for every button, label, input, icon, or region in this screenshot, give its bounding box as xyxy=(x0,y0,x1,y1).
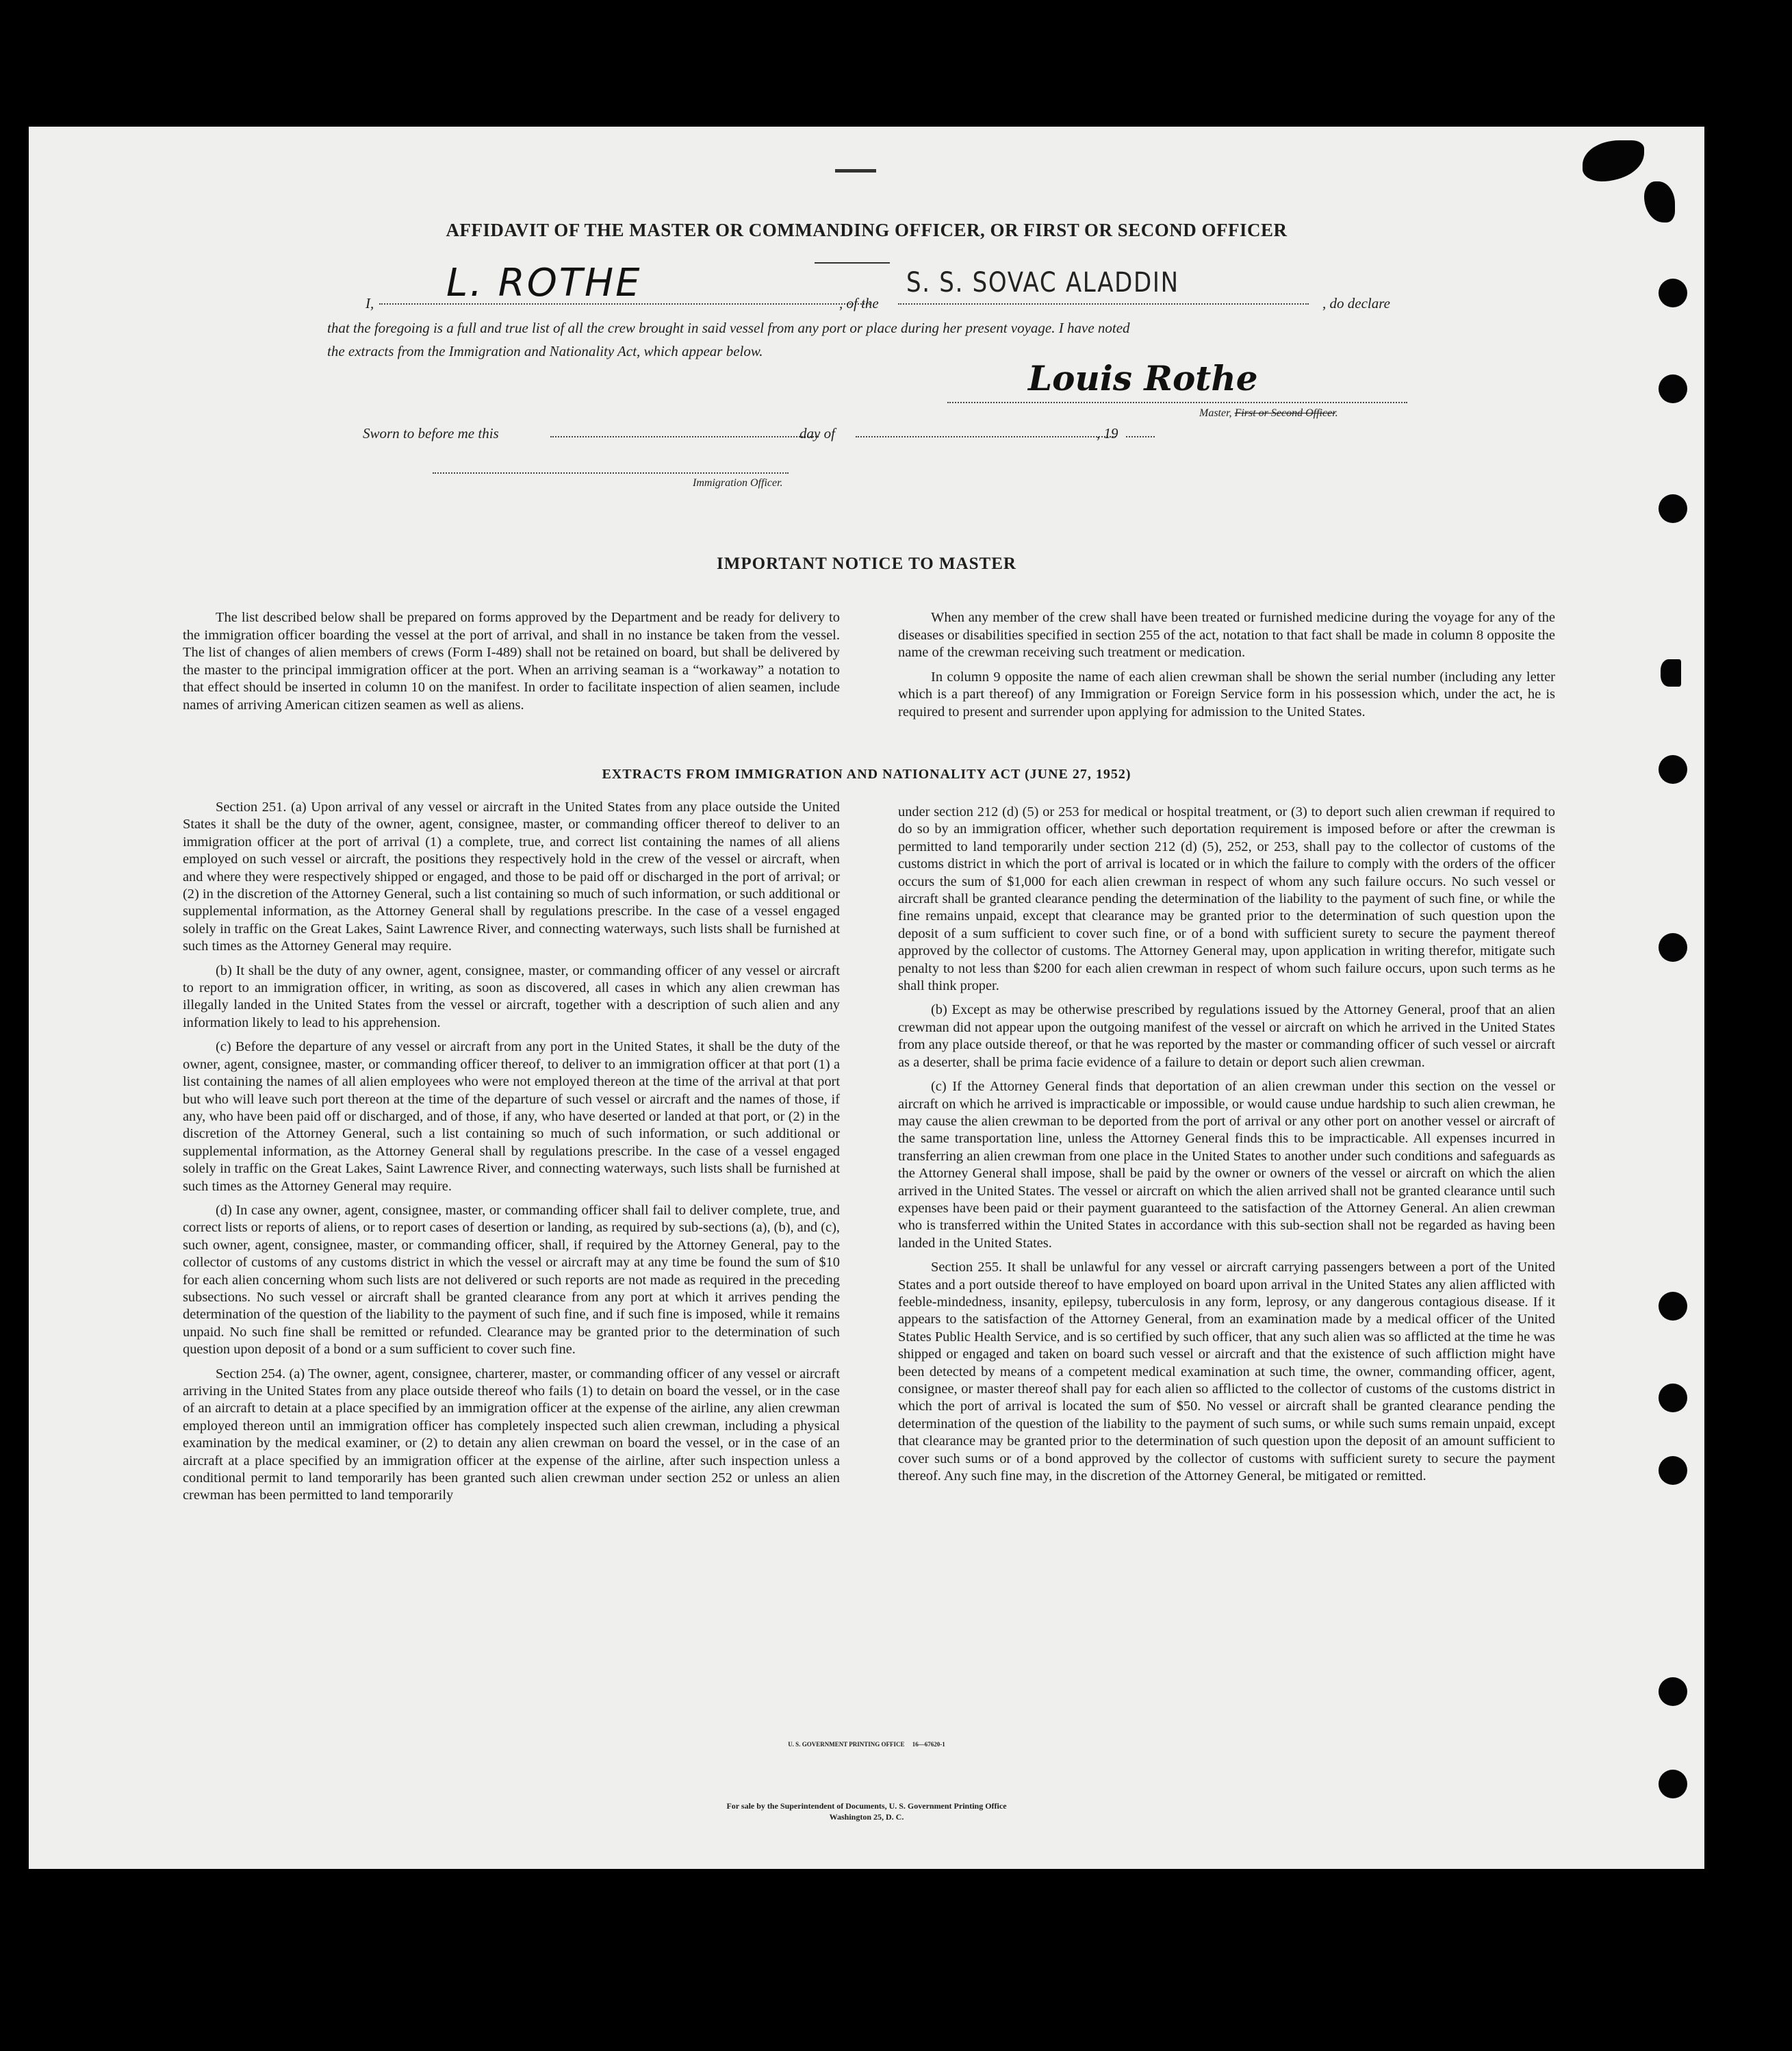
notice-paragraph: The list described below shall be prepared on forms approved by the Department and be ready for delivery to the immigration officer boarding the vessel at the port of arrival, and shall in no instance be taken from the vessel. The list of changes of alien members of crews (Form I-489) shall not be retained on board, but shall be delivered by the master to the principal immigration officer at the port. When an arriving seaman is a “workaway” a notation to that effect should be inserted in column 10 on the manifest. In order to facilitate inspection of alien seamen, include names of arriving American citizen seamen as well as aliens. xyxy=(183,610,840,713)
month-line xyxy=(856,436,1116,437)
notice-right-column xyxy=(898,609,1555,728)
affidavit-title: AFFIDAVIT OF THE MASTER OR COMMANDING OFFICER, OR FIRST OR SECOND OFFICER xyxy=(446,220,1288,240)
year-label: , 19 xyxy=(1097,425,1118,442)
section-254c: (c) If the Attorney General finds that deportation of an alien crewman under this section on the vessel or aircraft on which he arrived is impracticable or impossible, or would cause undue hardship to such alien crewman, he may cause the alien crewman to be deported from the port of arrival or any other port on another vessel or aircraft of the same transportation line, unless the Attorney General finds this to be impracticable. All expenses incurred in transferring an alien crewman from one place in the United States to another under such conditions and safeguards as the Attorney General shall impose, shall be paid by the owner or owners of the vessel or aircraft on which the alien arrived in the United States. The vessel or aircraft on which the alien arrived shall not be granted clearance until such expenses have been paid or their payment guaranteed to the satisfaction of the Attorney General. An alien crewman who is transferred within the United States in accordance with this sub-section shall not be regarded as having been landed in the United States. xyxy=(898,1079,1555,1251)
notice-paragraph: In column 9 opposite the name of each alien crewman shall be shown the serial number (including any letter which is a part thereof) of any Immigration or Foreign Service form in his possession which, under the act, he is required to present and surrender upon applying for admission to the United States. xyxy=(898,669,1555,719)
year-line xyxy=(1126,436,1155,437)
printing-office-line: U. S. GOVERNMENT PRINTING OFFICE 16—67620-1 xyxy=(788,1741,945,1748)
title-rule xyxy=(815,262,890,264)
signature-line xyxy=(947,402,1407,403)
extracts-title: EXTRACTS FROM IMMIGRATION AND NATIONALITY ACT (JUNE 27, 1952) xyxy=(602,767,1131,782)
section-254b: (b) Except as may be otherwise prescribed by regulations issued by the Attorney General, proof that an alien crewman did not appear upon the outgoing manifest of the vessel or aircraft on which he arrived in the United States from any place outside thereof, or that he was reported by the master or commanding officer of such vessel or aircraft as a deserter, shall be prima facie evidence of a failure to detain or deport such alien crewman. xyxy=(898,1002,1555,1070)
sworn-date-line xyxy=(550,436,819,437)
punch-hole xyxy=(1659,1456,1687,1485)
immigration-officer-label: Immigration Officer. xyxy=(693,477,783,489)
do-declare-label: , do declare xyxy=(1322,295,1390,311)
master-name-handwritten: L. ROTHE xyxy=(446,261,642,305)
section-251b: (b) It shall be the duty of any owner, agent, consignee, master, or commanding officer of any vessel or aircraft to report to an immigration officer, in writing, as soon as discovered, all cases in which any alien crewman has illegally landed in the United States from the vessel or aircraft, together with a description of such alien and any information likely to lead to his apprehension. xyxy=(183,963,840,1030)
section-254a-continued: under section 212 (d) (5) or 253 for medical or hospital treatment, or (3) to deport such alien crewman if required to do so by an immigration officer, whether such deportation requirement is imposed before or after the crewman is permitted to land temporarily under section 212 (d) (5), 252, or 253, shall pay to the collector of customs of the customs district in which the port of arrival is located or in which the failure to comply with the orders of the officer occurs the sum of $1,000 for each alien crewman in respect of whom any such failure occurs. No such vessel or aircraft shall be granted clearance pending the determination of the liability to the payment of such fine, or while the fine remains unpaid, except that clearance may be granted prior to the determination of such question upon the deposit of a sum sufficient to cover such fine, or of a bond with sufficient surety to secure the payment thereof approved by the collector of customs. The Attorney General may, upon application in writing therefor, mitigate such penalty to not less than $200 for each alien crewman in respect of whom such failure occurs, upon such terms as he shall think proper. xyxy=(898,804,1555,994)
signature-caption: Master, First or Second Officer. xyxy=(1199,407,1338,419)
struck-officer-label: First or Second Officer xyxy=(1234,407,1335,419)
master-label: Master, xyxy=(1199,407,1232,419)
i-label: I, xyxy=(366,295,374,311)
punch-hole xyxy=(1659,1770,1687,1798)
statement-line-2: the extracts from the Immigration and Nationality Act, which appear below. xyxy=(327,343,763,359)
of-the-label: , of the xyxy=(839,295,879,311)
immigration-officer-line xyxy=(433,472,789,474)
torn-corner xyxy=(1583,140,1644,181)
sale-line-2: Washington 25, D. C. xyxy=(829,1812,904,1822)
extracts-left-column xyxy=(183,799,840,1512)
top-mark xyxy=(835,169,876,173)
notice-paragraph: When any member of the crew shall have been treated or furnished medicine during the voyage for any of the diseases or disabilities specified in section 255 of the act, notation to that fact shall be made in column 8 opposite the name of the crewman receiving such treatment or medication. xyxy=(898,610,1555,660)
section-251d: (d) In case any owner, agent, consignee, master, or commanding officer shall fail to deliver complete, true, and correct lists or reports of aliens, or to report cases of desertion or landing, as required by sub-sections (a), (b), and (c), such owner, agent, consignee, master, or commanding officer, shall, if required by the Attorney General, pay to the collector of customs of any customs district in which the vessel or aircraft may at any time be found the sum of $10 for each alien concerning whom such lists are not delivered or such reports are not made as required in the preceding subsections. No such vessel or aircraft shall be granted clearance from any port at which it arrives pending the determination of the question of the liability to the payment of such fine, and if such fine is imposed, while it remains unpaid. No such fine shall be remitted or refunded. Clearance may be granted prior to the determination of such question upon deposit of a bond or a sum sufficient to cover such fine. xyxy=(183,1202,840,1358)
punch-hole xyxy=(1661,659,1681,687)
extracts-right-column xyxy=(898,804,1555,1492)
torn-corner xyxy=(1644,181,1675,222)
section-251a: Section 251. (a) Upon arrival of any vessel or aircraft in the United States from any place outside the United States it shall be the duty of the owner, agent, consignee, master, or commanding officer thereof to deliver to an immigration officer at the port of arrival (1) a complete, true, and correct list containing the names of all aliens employed on such vessel or aircraft, the positions they respectively hold in the crew of the vessel or aircraft, when and where they were respectively shipped or engaged, and those to be paid off or discharged in the port of arrival; or (2) in the discretion of the Attorney General, such a list containing so much of such information, or such additional or supplemental information, as the Attorney General shall by regulations prescribe. In the case of a vessel engaged solely in traffic on the Great Lakes, Saint Lawrence River, and connecting waterways, such lists shall be furnished at such times as the Attorney General may require. xyxy=(183,800,840,954)
day-of-label: day of xyxy=(799,425,835,442)
notice-left-column xyxy=(183,609,840,721)
vessel-name-stamp: S. S. SOVAC ALADDIN xyxy=(906,267,1179,298)
punch-hole xyxy=(1659,1292,1687,1321)
section-255: Section 255. It shall be unlawful for any vessel or aircraft carrying passengers between a port of the United States and a port outside thereof to have employed on board upon arrival in the United States any alien afflicted with feeble-mindedness, insanity, epilepsy, tuberculosis in any form, leprosy, or any dangerous contagious disease. If it appears to the satisfaction of the Attorney General, from an examination made by a medical officer of the United States Public Health Service, and is so certified by such officer, that any such alien was so afflicted at the time he was shipped or engaged and taken on board such vessel or aircraft and that the existence of such affliction might have been detected by means of a competent medical examination at such time, the owner, commanding officer, agent, consignee, or master thereof shall pay for each alien so afflicted to the collector of customs of the customs district in which the port of arrival is located the sum of $50. No vessel or aircraft shall be granted clearance pending the determination of the question of the liability to the payment of such sums, or while such sums remain unpaid, except that clearance may be granted prior to the determination of such question upon the deposit of an amount sufficient to cover such sums or of a bond approved by the collector of customs with sufficient surety to secure the payment thereof. Any such fine may, in the discretion of the Attorney General, be mitigated or remitted. xyxy=(898,1260,1555,1484)
punch-hole xyxy=(1659,494,1687,523)
punch-hole xyxy=(1659,1677,1687,1706)
punch-hole xyxy=(1659,374,1687,403)
vessel-line xyxy=(898,303,1309,305)
form-page xyxy=(29,127,1704,1869)
notice-title: IMPORTANT NOTICE TO MASTER xyxy=(717,555,1016,573)
sworn-label: Sworn to before me this xyxy=(363,425,499,442)
sale-line-1: For sale by the Superintendent of Documents, U. S. Government Printing Office xyxy=(726,1801,1007,1811)
punch-hole xyxy=(1659,279,1687,307)
statement-line-1: that the foregoing is a full and true list of all the crew brought in said vessel from any port or place during her present voyage. I have noted xyxy=(327,320,1130,336)
punch-hole xyxy=(1659,1384,1687,1412)
master-signature: Louis Rothe xyxy=(1028,358,1258,398)
section-254a: Section 254. (a) The owner, agent, consignee, charterer, master, or commanding officer of any vessel or aircraft arriving in the United States from any place outside thereof who fails (1) to detain on board the vessel, or in the case of an aircraft to detain at a place specified by an immigration officer at the expense of the airline, any alien crewman employed thereon until an immigration officer has completely inspected such alien crewman, including a physical examination by the medical examiner, or (2) to detain any alien crewman on board the vessel, or in the case of an aircraft at a place specified by an immigration officer at the expense of the airline, after such inspection unless a conditional permit to land temporarily has been granted such alien crewman under section 252 or unless an alien crewman has been permitted to land temporarily xyxy=(183,1366,840,1503)
section-251c: (c) Before the departure of any vessel or aircraft from any port in the United States, it shall be the duty of the owner, agent, consignee, master, or commanding officer thereof, to deliver to an immigration officer at that port (1) a list containing the names of all alien employees who were not employed thereon at the time of the arrival at that port but who will leave such port thereon at the time of the departure of such vessel or aircraft and the names of those, if any, who have been paid off or discharged, and of those, if any, who have deserted or landed at that port, or (2) in the discretion of the Attorney General, such a list containing so much of such information, or such additional or supplemental information, as the Attorney General shall by regulations prescribe. In the case of a vessel engaged solely in traffic on the Great Lakes, Saint Lawrence River, and connecting waterways, such lists shall be furnished at such times as the Attorney General may require. xyxy=(183,1039,840,1194)
punch-hole xyxy=(1659,933,1687,962)
